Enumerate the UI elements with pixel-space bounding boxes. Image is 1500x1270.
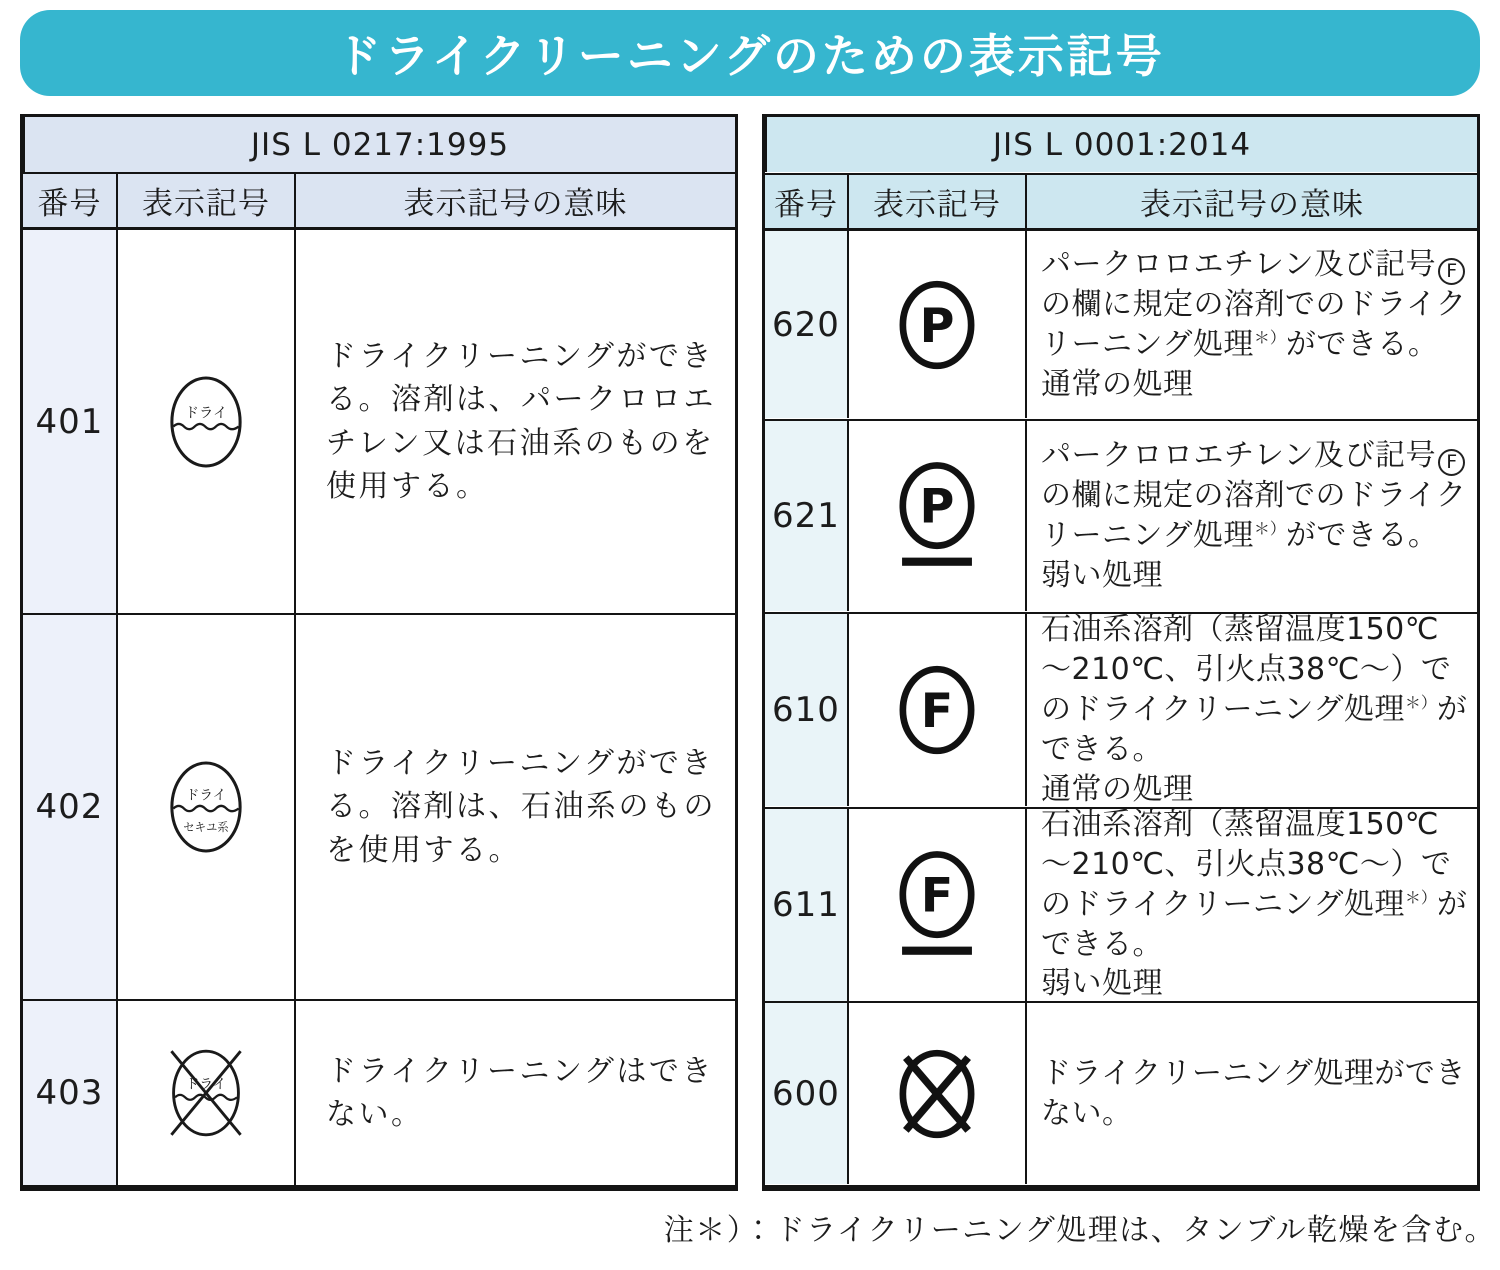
circled-f-icon: F bbox=[1438, 449, 1465, 476]
meaning-cell bbox=[294, 999, 735, 1185]
treatment-strength: 弱い処理 bbox=[1041, 966, 1163, 1002]
meaning-cell bbox=[1025, 807, 1477, 1001]
column-header-symbol: 表示記号 bbox=[116, 172, 294, 227]
treatment-strength: 弱い処理 bbox=[1041, 558, 1163, 594]
row-number: 600 bbox=[765, 1001, 847, 1184]
column-header-meaning: 表示記号の意味 bbox=[294, 172, 735, 227]
symbol-cell bbox=[847, 419, 1025, 611]
meaning-text: パークロロエチレン及び記号 Fの欄に規定の溶剤でのドライクリーニング処理＊）ができる。 bbox=[1041, 247, 1467, 362]
meaning-cell bbox=[1025, 419, 1477, 611]
column-header-number: 番号 bbox=[23, 172, 116, 227]
symbol-cell bbox=[847, 1001, 1025, 1184]
jis-l0217-table bbox=[20, 114, 738, 1191]
column-header-symbol: 表示記号 bbox=[847, 173, 1025, 228]
svg-text:セキユ系: セキユ系 bbox=[183, 820, 229, 835]
row-number: 620 bbox=[765, 228, 847, 418]
tables-row bbox=[20, 114, 1480, 1191]
table-standard-title: JIS L 0001:2014 bbox=[765, 117, 1477, 172]
meaning-text: ドライクリーニングができる。溶剤は、パークロロエチレン又は石油系のものを使用する。 bbox=[326, 338, 716, 504]
meaning-cell bbox=[1025, 612, 1477, 806]
symbol-cell bbox=[847, 612, 1025, 806]
meaning-text: パークロロエチレン及び記号 Fの欄に規定の溶剤でのドライクリーニング処理＊）ができる。 bbox=[1041, 438, 1467, 554]
meaning-cell bbox=[294, 227, 735, 613]
treatment-strength: 通常の処理 bbox=[1041, 366, 1194, 402]
dry-sekiyu-wave-circle-icon bbox=[168, 760, 244, 854]
meaning-cell bbox=[1025, 228, 1477, 418]
footnote: 注＊）：ドライクリーニング処理は、タンブル乾燥を含む。 bbox=[663, 1213, 1496, 1248]
symbol-cell bbox=[847, 807, 1025, 1001]
svg-text:ドライ: ドライ bbox=[185, 787, 227, 804]
footnote-marker: ＊） bbox=[1404, 887, 1437, 907]
jis-l0001-table bbox=[762, 114, 1480, 1191]
svg-text:F: F bbox=[920, 868, 954, 924]
meaning-text: 石油系溶剤（蒸留温度150℃～210℃、引火点38℃～）でのドライクリーニング処理＊）ができる。 bbox=[1041, 612, 1468, 767]
footnote-marker: ＊） bbox=[1253, 519, 1286, 539]
column-header-meaning: 表示記号の意味 bbox=[1025, 173, 1477, 228]
meaning-text: ドライクリーニングはできない。 bbox=[326, 1053, 714, 1132]
symbol-cell bbox=[116, 999, 294, 1185]
footnote-marker: ＊） bbox=[1404, 692, 1437, 712]
f-in-circle-icon bbox=[896, 664, 978, 756]
page-title: ドライクリーニングのための表示記号 bbox=[335, 29, 1165, 83]
meaning-cell bbox=[294, 613, 735, 999]
crossed-circle-icon bbox=[896, 1048, 978, 1140]
footnote-marker: ＊） bbox=[1253, 327, 1286, 347]
meaning-text: ドライクリーニングができる。溶剤は、石油系のものを使用する。 bbox=[326, 745, 716, 868]
svg-text:P: P bbox=[919, 298, 955, 354]
circled-f-icon: F bbox=[1438, 258, 1465, 285]
row-number: 621 bbox=[765, 419, 847, 611]
svg-text:ドライ: ドライ bbox=[184, 404, 228, 421]
symbol-cell bbox=[847, 228, 1025, 418]
svg-text:ドライ: ドライ bbox=[185, 1076, 227, 1093]
svg-text:F: F bbox=[920, 683, 954, 739]
page-title-banner bbox=[20, 10, 1480, 96]
dry-wave-circle-icon bbox=[168, 375, 244, 469]
row-number: 402 bbox=[23, 613, 116, 999]
meaning-text: 石油系溶剤（蒸留温度150℃～210℃、引火点38℃～）でのドライクリーニング処理＊）ができる。 bbox=[1041, 806, 1468, 962]
meaning-text: ドライクリーニング処理ができない。 bbox=[1041, 1055, 1466, 1131]
f-in-circle-underline-icon bbox=[896, 850, 978, 960]
p-in-circle-underline-icon bbox=[896, 461, 978, 571]
table-standard-title: JIS L 0217:1995 bbox=[23, 117, 735, 172]
crossed-dry-wave-circle-icon bbox=[164, 1044, 248, 1142]
row-number: 403 bbox=[23, 999, 116, 1185]
symbol-cell bbox=[116, 227, 294, 613]
svg-text:P: P bbox=[919, 479, 955, 535]
column-header-number: 番号 bbox=[765, 173, 847, 228]
treatment-strength: 通常の処理 bbox=[1041, 771, 1194, 807]
meaning-cell bbox=[1025, 1001, 1477, 1184]
p-in-circle-icon bbox=[896, 279, 978, 371]
symbol-cell bbox=[116, 613, 294, 999]
row-number: 611 bbox=[765, 807, 847, 1001]
row-number: 401 bbox=[23, 227, 116, 613]
row-number: 610 bbox=[765, 612, 847, 806]
